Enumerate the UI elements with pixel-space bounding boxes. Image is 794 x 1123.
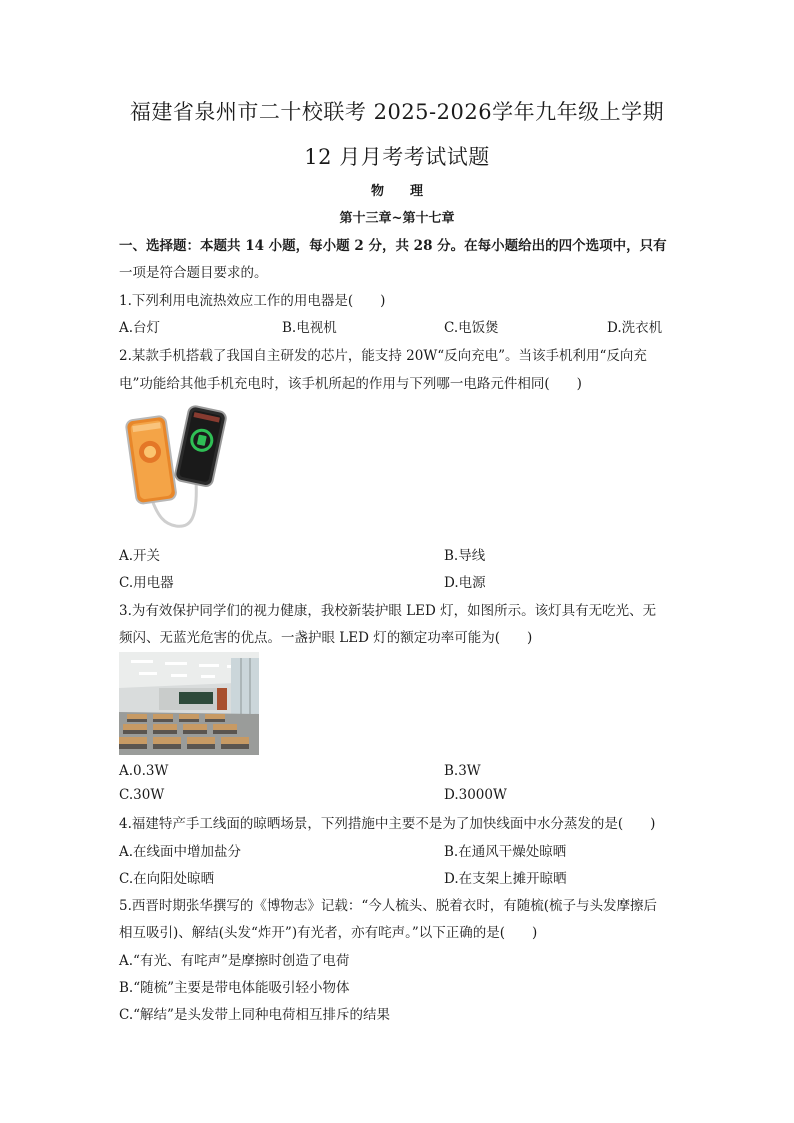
q2-stem-line2: 电”功能给其他手机充电时，该手机所起的作用与下列哪一电路元件相同( ) xyxy=(119,376,582,392)
q1-option-d: D.洗衣机 xyxy=(607,320,663,336)
section-instructions-line1: 一、选择题：本题共 14 小题，每小题 2 分，共 28 分。在每小题给出的四个选项中，只有 xyxy=(119,238,667,254)
exam-title-line1: 福建省泉州市二十校联考 2025-2026学年九年级上学期 xyxy=(129,100,665,124)
q2-option-a: A.开关 xyxy=(119,548,161,564)
q5-stem-line1: 5.西晋时期张华撰写的《博物志》记载：“今人梳头、脱着衣时，有随梳(梳子与头发摩擦后 xyxy=(119,898,658,914)
q5-option-c: C.“解结”是头发带上同种电荷相互排斥的结果 xyxy=(119,1007,390,1023)
q2-stem-line1: 2.某款手机搭载了我国自主研发的芯片，能支持 20W“反向充电”。当该手机利用“反向充 xyxy=(119,348,647,364)
q3-option-a: A.0.3W xyxy=(119,763,169,779)
subject-heading: 物 理 xyxy=(370,184,423,199)
q3-option-c: C.30W xyxy=(119,787,165,803)
q1-option-c: C.电饭煲 xyxy=(444,320,499,336)
q1-stem: 1.下列利用电流热效应工作的用电器是( ) xyxy=(119,293,386,309)
q2-option-c: C.用电器 xyxy=(119,575,174,591)
q2-option-b: B.导线 xyxy=(444,548,486,564)
q4-option-a: A.在线面中增加盐分 xyxy=(119,844,242,860)
chapter-scope: 第十三章~第十七章 xyxy=(339,211,455,226)
q4-option-d: D.在支架上摊开晾晒 xyxy=(444,871,567,887)
classroom-led-lights-figure xyxy=(119,652,259,755)
q3-stem-line1: 3.为有效保护同学们的视力健康，我校新装护眼 LED 灯，如图所示。该灯具有无吃光、无 xyxy=(119,603,657,619)
q3-option-b: B.3W xyxy=(444,763,481,779)
q5-stem-line2: 相互吸引)、解结(头发“炸开”)有光者，亦有咤声。”以下正确的是( ) xyxy=(119,925,538,941)
phones-reverse-charging-figure xyxy=(124,404,234,534)
section-instructions-line2: 一项是符合题目要求的。 xyxy=(119,265,268,281)
q4-option-c: C.在向阳处晾晒 xyxy=(119,871,215,887)
q5-option-a: A.“有光、有咤声”是摩擦时创造了电荷 xyxy=(119,953,350,969)
q2-option-d: D.电源 xyxy=(444,575,486,591)
q4-option-b: B.在通风干燥处晾晒 xyxy=(444,844,567,860)
q4-stem: 4.福建特产手工线面的晾晒场景，下列措施中主要不是为了加快线面中水分蒸发的是( ) xyxy=(119,816,656,832)
q1-option-a: A.台灯 xyxy=(119,320,161,336)
q5-option-b: B.“随梳”主要是带电体能吸引轻小物体 xyxy=(119,980,350,996)
q3-stem-line2: 频闪、无蓝光危害的优点。一盏护眼 LED 灯的额定功率可能为( ) xyxy=(119,630,533,646)
exam-title-line2: 12 月月考考试试题 xyxy=(304,145,490,169)
q3-option-d: D.3000W xyxy=(444,787,507,803)
q1-option-b: B.电视机 xyxy=(282,320,337,336)
